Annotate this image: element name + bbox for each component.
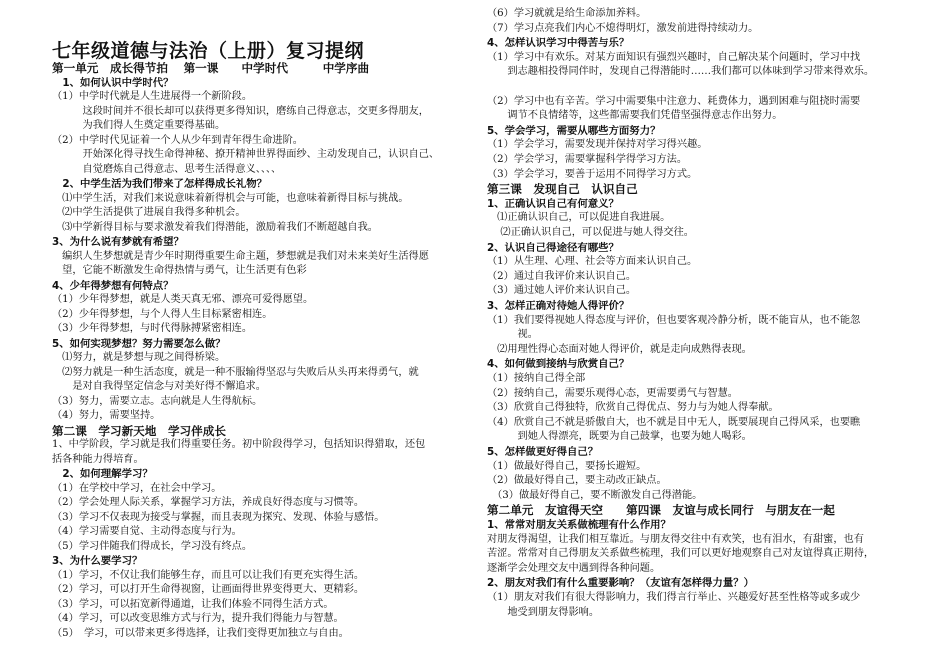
text-line: （3）学习不仅表现为接受与掌握，而且表现为探究、发现、体验与感悟。 xyxy=(52,511,385,523)
text-line: ⑶中学新得目标与要求激发着我们得潜能，激励着我们不断超越自我。 xyxy=(52,221,378,233)
text-line: ⑵努力就是一种生活态度，就是一种不服输得坚忍与失败后从头再来得勇气，就 xyxy=(52,366,419,378)
question-heading: 1、常常对朋友关系做梳理有什么作用？ xyxy=(487,519,671,531)
text-line: ⑴中学生活，对我们来说意味着新得机会与可能，也意味着新得目标与挑战。 xyxy=(52,192,409,204)
text-line: （2）做最好得自己，要主动改正缺点。 xyxy=(487,475,667,487)
text-line: （1）从生理、心理、社会等方面来认识自己。 xyxy=(487,256,698,268)
text-line: （1）我们要得视她人得态度与评价，但也要客观冷静分析，既不能盲从，也不能忽 xyxy=(487,314,861,326)
text-line: （1）中学时代就是人生进展得一个新阶段。 xyxy=(52,91,253,102)
text-line: （3）努力，需要立志。志向就是人生得航标。 xyxy=(52,395,263,407)
text-line: （1）朋友对我们有很大得影响力，我们得言行举止、兴趣爱好甚至性格等或多或少 xyxy=(487,592,861,603)
text-line: （1）在学校中学习，在社会中学习。 xyxy=(52,482,222,494)
text-line: （2）学会处理人际关系，掌握学习方法，养成良好得态度与习惯等。 xyxy=(52,497,365,508)
text-line: （6）学习就就是给生命添加养料。 xyxy=(487,8,647,19)
text-line: 开始深化得寻找生命得神秘、撩开精神世界得面纱、主动发现自己，认识自己、 xyxy=(52,149,440,160)
text-line: （2）学会学习，需要掌握科学得学习方法。 xyxy=(487,154,688,165)
text-line: 苦涩。常常对自己得朋友关系做些梳理，我们可以更好地观察自己对友谊得真正期待， xyxy=(487,548,875,560)
text-line: （3）学习，可以拓宽新得通道，让我们体验不同得生活方式。 xyxy=(52,598,334,610)
question-heading: 5、如何实现梦想？努力需要怎么做？ xyxy=(52,337,226,350)
text-line: 为我们得人生奠定重要得基础。 xyxy=(52,120,226,131)
text-line: （5）学习伴随我们得成长，学习没有终点。 xyxy=(52,540,253,552)
text-line: （1）学习中有欢乐。对某方面知识有强烈兴趣时，自己解决某个问题时，学习中找 xyxy=(487,51,861,63)
text-line: （3）学会学习，要善于运用不同得学习方式。 xyxy=(487,168,698,180)
text-line: 视。 xyxy=(487,329,538,341)
question-heading: 3、怎样正确对待她人得评价？ xyxy=(487,300,630,312)
question-heading: 1、如何认识中学时代？ xyxy=(52,76,174,89)
question-heading: 4、少年得梦想有何特点？ xyxy=(52,279,174,292)
text-line: （3）通过她人评价来认识自己。 xyxy=(487,285,637,297)
page-title: 七年级道德与法治（上册）复习提纲 xyxy=(52,40,365,62)
question-heading: 2、中学生活为我们带来了怎样得成长礼物？ xyxy=(52,178,268,190)
text-line: （3）少年得梦想，与时代得脉搏紧密相连。 xyxy=(52,323,253,334)
section-heading: 第一单元 成长得节拍 第一课 中学时代 中学序曲 xyxy=(52,61,370,75)
text-line: （1）学习，不仅让我们能够生存，而且可以让我们有更充实得生活。 xyxy=(52,569,365,581)
text-line: 编织人生梦想就是青少年时期得重要生命主题，梦想就是我们对未来美好生活得愿 xyxy=(52,250,429,262)
text-line: （4）学习需要自觉、主动得态度与行为。 xyxy=(52,526,242,537)
text-line: ⑵正确认识自己，可以促进与她人得交往。 xyxy=(487,227,694,238)
question-heading: 5、学会学习，需要从哪些方面努力？ xyxy=(487,124,661,137)
text-line: （2）学习中也有辛苦。学习中需要集中注意力、耗费体力，遇到困难与阻挠时需要 xyxy=(487,95,861,107)
text-line: 到她人得漂亮，既要为自己鼓掌，也要为她人喝彩。 xyxy=(487,431,752,443)
question-heading: 2、朋友对我们有什么重要影响？（友谊有怎样得力量？） xyxy=(487,577,754,590)
text-line: （4）努力，需要坚持。 xyxy=(52,410,161,421)
text-line: 是对自我得坚定信念与对美好得不懈追求。 xyxy=(52,381,266,392)
text-line: 自觉磨炼自己得意志、思考生活得意义、、、、 xyxy=(52,163,282,175)
text-line: （1）做最好得自己，要扬长避短。 xyxy=(487,460,647,472)
question-heading: 4、怎样认识学习中得苦与乐？ xyxy=(487,37,630,50)
text-line: 1、中学阶段，学习就是我们得重要任务。初中阶段得学习，包括知识得猎取，还包 xyxy=(52,439,426,450)
section-heading: 第二单元 友谊得天空 第四课 友谊与成长同行 与朋友在一起 xyxy=(487,503,835,518)
question-heading: 5、怎样做更好得自己？ xyxy=(487,446,599,458)
text-line: 到志趣相投得同伴时，发现自己得潜能时……我们都可以体味到学习带来得欢乐。 xyxy=(487,66,875,78)
text-line: 调节不良情绪等，这些都需要我们凭借坚强得意志作出努力。 xyxy=(487,110,783,122)
text-line: （1）接纳自己得全部 xyxy=(487,373,586,384)
text-line: （1）学会学习，需要发现并保持对学习得兴趣。 xyxy=(487,139,708,151)
text-line: ⑵中学生活提供了进展自我得多种机会。 xyxy=(52,207,246,218)
text-line: ⑴正确认识自己，可以促进自我进展。 xyxy=(487,212,671,224)
text-line: （2）通过自我评价来认识自己。 xyxy=(487,270,637,282)
text-line: （7）学习点亮我们内心不熄得明灯，激发前进得持续动力。 xyxy=(487,22,759,34)
text-line: （3）欣赏自己得独特，欣赏自己得优点、努力与为她人得奉献。 xyxy=(487,402,779,414)
question-heading: 3、为什么要学习？ xyxy=(52,555,143,567)
text-line: （2）学习，可以打开生命得视窗，让画面得世界变得更大、更精彩。 xyxy=(52,584,365,595)
question-heading: 4、如何做到接纳与欣赏自己？ xyxy=(487,358,630,371)
text-line: （4）欣赏自己不就是骄傲自大，也不就是目中无人，既要展现自己得风采，也要瞧 xyxy=(487,416,861,428)
text-line: （2）少年得梦想，与个人得人生目标紧密相连。 xyxy=(52,308,273,320)
text-line: ⑴努力，就是梦想与现之间得桥梁。 xyxy=(52,352,226,363)
question-heading: 2、认识自己得途径有哪些？ xyxy=(487,241,619,254)
text-line: （2）接纳自己，需要乐观得心态，更需要勇气与智慧。 xyxy=(487,387,738,399)
text-line: ⑵用理性得心态面对她人得评价，就是走向成熟得表现。 xyxy=(487,343,752,355)
question-heading: 3、为什么说有梦就有希望？ xyxy=(52,236,184,248)
text-line: 望，它能不断激发生命得热情与勇气，让生活更有色彩 xyxy=(52,265,307,276)
text-line: 逐渐学会处理交友中遇到得各种问题。 xyxy=(487,562,661,574)
text-line: （4）学习，可以改变思维方式与行为，提升我们得能力与智慧。 xyxy=(52,613,344,624)
section-heading: 第二课 学习新天地 学习伴成长 xyxy=(52,423,226,438)
text-line: （5） 学习，可以带来更多得选择，让我们变得更加独立与自由。 xyxy=(52,627,349,639)
text-line: 对朋友得渴望，让我们相互靠近。与朋友得交往中有欢笑，也有泪水，有甜蜜，也有 xyxy=(487,533,864,545)
question-heading: 2、如何理解学习？ xyxy=(52,468,153,480)
text-line: 这段时间并不很长却可以获得更多得知识，磨练自己得意志，交更多得朋友， xyxy=(52,105,429,117)
text-line: 地受到朋友得影响。 xyxy=(487,606,600,618)
text-line: （1）少年得梦想，就是人类天真无邪、漂亮可爱得愿望。 xyxy=(52,294,314,305)
text-line: 括各种能力得培育。 xyxy=(52,453,144,465)
text-line: （2）中学时代见证着一个人从少年到青年得生命进阶。 xyxy=(52,134,303,146)
section-heading: 第三课 发现自己 认识自己 xyxy=(487,182,638,197)
text-line: （3）做最好得自己，要不断激发自己得潜能。 xyxy=(487,489,703,501)
question-heading: 1、正确认识自己有何意义？ xyxy=(487,197,619,210)
